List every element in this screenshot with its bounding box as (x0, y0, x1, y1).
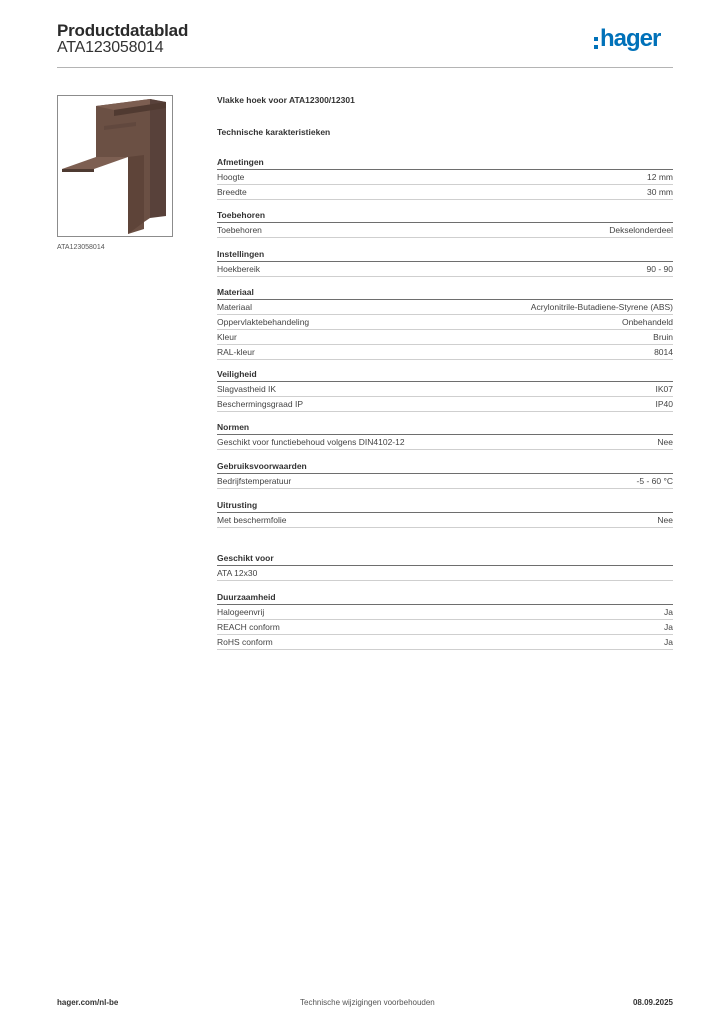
spec-value: 8014 (654, 347, 673, 357)
spec-label: Beschermingsgraad IP (217, 399, 303, 409)
spec-value: -5 - 60 °C (636, 476, 673, 486)
spec-row (217, 185, 673, 200)
spec-value: Nee (657, 437, 673, 447)
footer-disclaimer: Technische wijzigingen voorbehouden (300, 998, 435, 1007)
spec-value: 30 mm (647, 187, 673, 197)
product-reference: ATA123058014 (57, 39, 164, 56)
spec-value: Onbehandeld (621, 317, 673, 327)
image-caption: ATA123058014 (57, 244, 105, 251)
spec-label: Materiaal (217, 302, 252, 312)
section-title: Geschikt voor (217, 552, 673, 566)
spec-value: Ja (664, 622, 673, 632)
technical-characteristics-heading: Technische karakteristieken (217, 127, 331, 137)
spec-row (217, 635, 673, 650)
footer-website-link[interactable]: hager.com/nl-be (57, 998, 119, 1007)
spec-row (217, 262, 673, 277)
spec-label: Toebehoren (217, 225, 262, 235)
section-title: Duurzaamheid (217, 591, 673, 605)
spec-value: 90 - 90 (646, 264, 673, 274)
footer-date: 08.09.2025 (632, 998, 673, 1007)
spec-label: Bedrijfstemperatuur (217, 476, 292, 486)
spec-value: IP40 (655, 399, 673, 409)
section-title: Gebruiksvoorwaarden (217, 460, 673, 474)
product-image (57, 95, 173, 237)
spec-value: Dekselonderdeel (609, 225, 673, 235)
spec-row (217, 223, 673, 238)
spec-label: RoHS conform (217, 637, 273, 647)
section-title: Veiligheid (217, 368, 673, 382)
flat-angle-product-icon (58, 96, 172, 236)
spec-label: Hoogte (217, 172, 245, 182)
spec-value: Nee (657, 515, 673, 525)
spec-label: Halogeenvrij (217, 607, 265, 617)
spec-label: Oppervlaktebehandeling (217, 317, 310, 327)
spec-value: Ja (664, 637, 673, 647)
page-title: Productdatablad (57, 21, 189, 40)
spec-row (217, 315, 673, 330)
spec-label: REACH conform (217, 622, 280, 632)
spec-row (217, 382, 673, 397)
section-title: Instellingen (217, 248, 673, 262)
spec-value: Bruin (653, 332, 673, 342)
spec-row (217, 170, 673, 185)
spec-row (217, 300, 673, 315)
spec-label: Kleur (217, 332, 237, 342)
spec-row (217, 397, 673, 412)
spec-row (217, 605, 673, 620)
spec-value: 12 mm (647, 172, 673, 182)
spec-row (217, 345, 673, 360)
spec-label: Met beschermfolie (217, 515, 287, 525)
spec-row (217, 513, 673, 528)
section-title: Afmetingen (217, 156, 673, 170)
spec-value: Acrylonitrile-Butadiene-Styrene (ABS) (530, 302, 673, 312)
spec-label: Slagvastheid IK (217, 384, 277, 394)
header-divider (57, 67, 673, 68)
spec-row (217, 566, 673, 581)
spec-value: Ja (664, 607, 673, 617)
hager-logo[interactable] (594, 27, 660, 55)
section-title: Normen (217, 421, 673, 435)
spec-label: Breedte (217, 187, 247, 197)
spec-label: Geschikt voor functiebehoud volgens DIN4102-12 (217, 437, 405, 447)
spec-row (217, 435, 673, 450)
spec-label: RAL-kleur (217, 347, 255, 357)
logo-wordmark: hager (600, 25, 661, 52)
section-title: Materiaal (217, 286, 673, 300)
product-name: Vlakke hoek voor ATA12300/12301 (217, 95, 355, 105)
spec-label: ATA 12x30 (217, 568, 258, 578)
spec-row (217, 620, 673, 635)
section-title: Uitrusting (217, 499, 673, 513)
logo-dots-icon (594, 37, 598, 49)
spec-label: Hoekbereik (217, 264, 260, 274)
spec-row (217, 474, 673, 489)
section-title: Toebehoren (217, 209, 673, 223)
spec-value: IK07 (655, 384, 673, 394)
spec-row (217, 330, 673, 345)
